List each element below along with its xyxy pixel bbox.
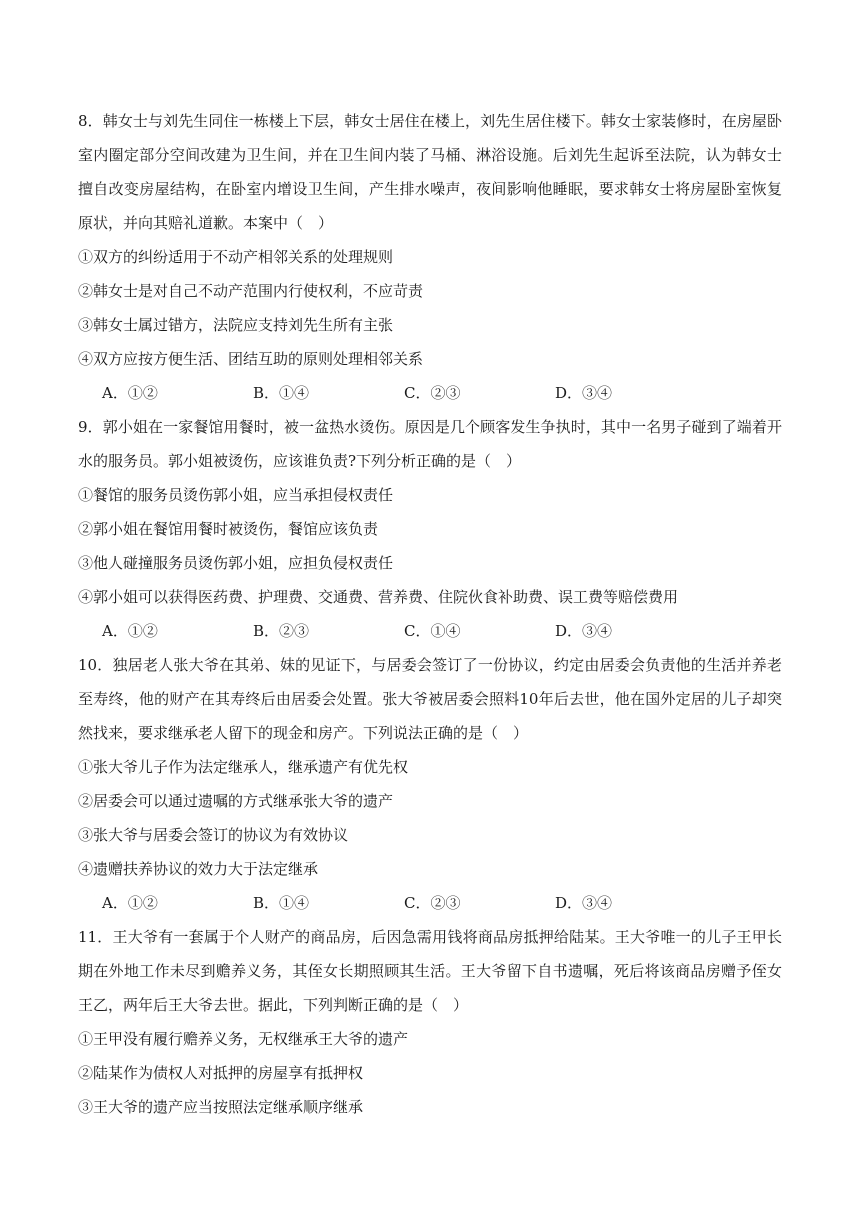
statement-4: ④遗赠扶养协议的效力大于法定继承 [78,860,319,878]
statement-1: ①王甲没有履行赡养义务，无权继承王大爷的遗产 [78,1030,409,1048]
answer-choices [78,614,782,648]
choice-b: B．①④ [253,894,310,912]
statement-2: ②陆某作为债权人对抵押的房屋享有抵押权 [78,1064,364,1082]
statement-2: ②韩女士是对自己不动产范围内行使权利，不应苛责 [78,282,424,300]
choice-b: B．①④ [253,384,310,402]
choice-a: A．①② [102,894,158,912]
statement-3: ③张大爷与居委会签订的协议为有效协议 [78,826,349,844]
choice-c: C．②③ [404,384,461,402]
question-stem: 10．独居老人张大爷在其弟、妹的见证下，与居委会签订了一份协议，约定由居委会负责他的生活并养老至寿终，他的财产在其寿终后由居委会处置。张大爷被居委会照料10年后去世，他在国外定居的儿子却突然找来，要求继承老人留下的现金和房产。下列说法正确的是（ ） [78,656,782,742]
statement-4: ④双方应按方便生活、团结互助的原则处理相邻关系 [78,350,424,368]
choice-c: C．②③ [404,894,461,912]
answer-choices [78,376,782,410]
statement-2: ②郭小姐在餐馆用餐时被烫伤，餐馆应该负责 [78,520,379,538]
question-stem: 8．韩女士与刘先生同住一栋楼上下层，韩女士居住在楼上，刘先生居住楼下。韩女士家装修时，在房屋卧室内圈定部分空间改建为卫生间，并在卫生间内装了马桶、淋浴设施。后刘先生起诉至法院，认为韩女士擅自改变房屋结构，在卧室内增设卫生间，产生排水噪声，夜间影响他睡眠，要求韩女士将房屋卧室恢复原状，并向其赔礼道歉。本案中（ ） [78,112,782,232]
question-stem: 9．郭小姐在一家餐馆用餐时，被一盆热水烫伤。原因是几个顾客发生争执时，其中一名男子碰到了端着开水的服务员。郭小姐被烫伤，应该谁负责?下列分析正确的是（ ） [78,418,782,470]
statement-3: ③王大爷的遗产应当按照法定继承顺序继承 [78,1098,364,1116]
choice-b: B．②③ [253,622,310,640]
question-11 [78,920,782,1124]
choice-d: D．③④ [555,894,613,912]
statement-1: ①双方的纠纷适用于不动产相邻关系的处理规则 [78,248,394,266]
answer-choices [78,886,782,920]
question-8 [78,104,782,410]
statement-3: ③韩女士属过错方，法院应支持刘先生所有主张 [78,316,394,334]
choice-a: A．①② [102,622,158,640]
statement-1: ①张大爷儿子作为法定继承人，继承遗产有优先权 [78,758,409,776]
statement-3: ③他人碰撞服务员烫伤郭小姐，应担负侵权责任 [78,554,394,572]
question-10 [78,648,782,920]
question-9 [78,410,782,648]
choice-c: C．①④ [404,622,461,640]
statement-1: ①餐馆的服务员烫伤郭小姐，应当承担侵权责任 [78,486,394,504]
choice-a: A．①② [102,384,158,402]
question-stem: 11．王大爷有一套属于个人财产的商品房，后因急需用钱将商品房抵押给陆某。王大爷唯一的儿子王甲长期在外地工作未尽到赡养义务，其侄女长期照顾其生活。王大爷留下自书遗嘱，死后将该商品房赠予侄女王乙，两年后王大爷去世。据此，下列判断正确的是（ ） [78,928,782,1014]
statement-2: ②居委会可以通过遗嘱的方式继承张大爷的遗产 [78,792,394,810]
choice-d: D．③④ [555,384,613,402]
statement-4: ④郭小姐可以获得医药费、护理费、交通费、营养费、住院伙食补助费、误工费等赔偿费用 [78,588,679,606]
choice-d: D．③④ [555,622,613,640]
